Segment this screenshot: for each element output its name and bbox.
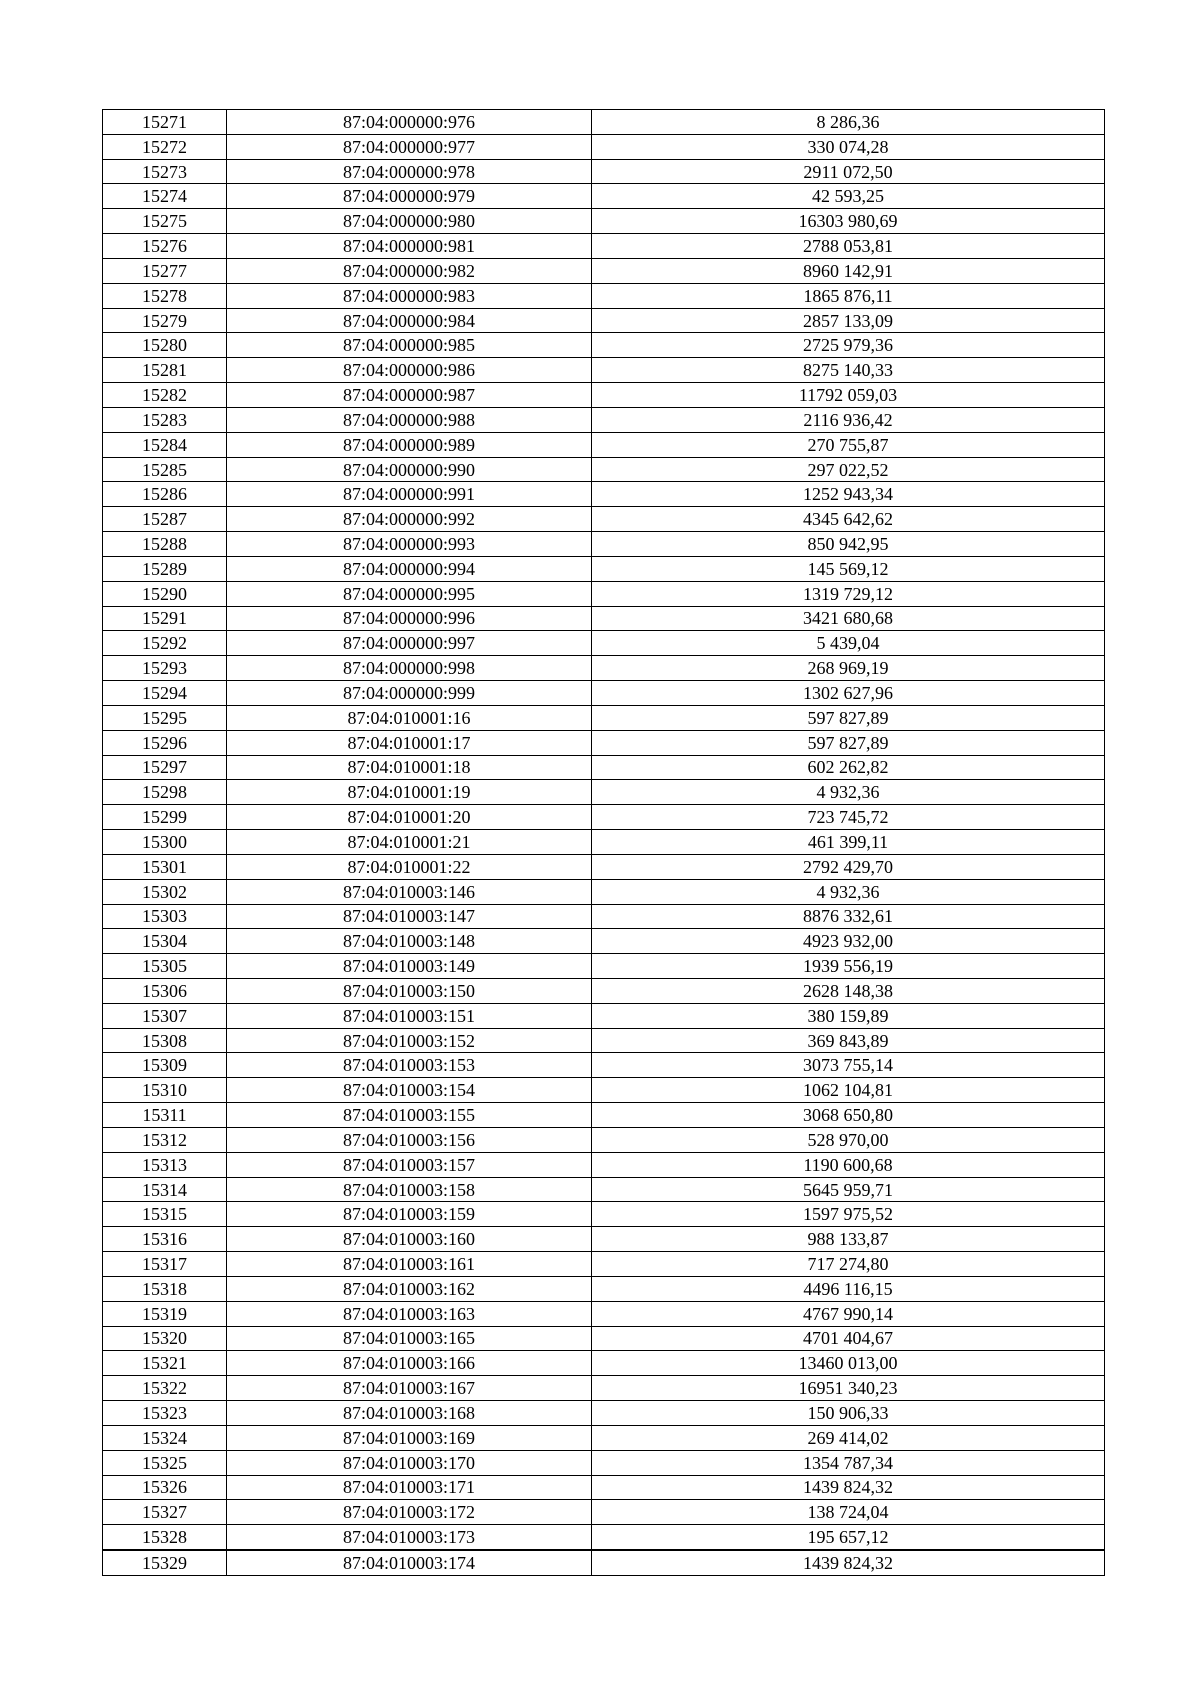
- value-cell: 2725 979,36: [592, 333, 1105, 358]
- value-cell: 1865 876,11: [592, 283, 1105, 308]
- table-row: [103, 1152, 1105, 1177]
- table-row: [103, 134, 1105, 159]
- table-row: [103, 879, 1105, 904]
- value-cell: 297 022,52: [592, 457, 1105, 482]
- cadastral-number-cell: 87:04:010003:171: [227, 1475, 592, 1500]
- cadastral-number-cell: 87:04:000000:995: [227, 581, 592, 606]
- row-number-cell: 15312: [103, 1127, 227, 1152]
- table-row: [103, 1028, 1105, 1053]
- table-row: [103, 308, 1105, 333]
- cadastral-number-cell: 87:04:010001:18: [227, 755, 592, 780]
- cadastral-number-cell: 87:04:010001:19: [227, 780, 592, 805]
- row-number-cell: 15277: [103, 258, 227, 283]
- cadastral-number-cell: 87:04:000000:986: [227, 358, 592, 383]
- value-cell: 1252 943,34: [592, 482, 1105, 507]
- value-cell: 3421 680,68: [592, 606, 1105, 631]
- row-number-cell: 15291: [103, 606, 227, 631]
- row-number-cell: 15276: [103, 234, 227, 259]
- cadastral-number-cell: 87:04:000000:999: [227, 681, 592, 706]
- table-row: [103, 1351, 1105, 1376]
- value-cell: 528 970,00: [592, 1127, 1105, 1152]
- row-number-cell: 15318: [103, 1276, 227, 1301]
- cadastral-number-cell: 87:04:000000:985: [227, 333, 592, 358]
- row-number-cell: 15302: [103, 879, 227, 904]
- cadastral-number-cell: 87:04:000000:987: [227, 383, 592, 408]
- row-number-cell: 15307: [103, 1003, 227, 1028]
- value-cell: 461 399,11: [592, 830, 1105, 855]
- table-row: [103, 780, 1105, 805]
- row-number-cell: 15288: [103, 532, 227, 557]
- value-cell: 5645 959,71: [592, 1177, 1105, 1202]
- cadastral-number-cell: 87:04:010001:16: [227, 705, 592, 730]
- row-number-cell: 15316: [103, 1227, 227, 1252]
- value-cell: 369 843,89: [592, 1028, 1105, 1053]
- value-cell: 2788 053,81: [592, 234, 1105, 259]
- value-cell: 2857 133,09: [592, 308, 1105, 333]
- row-number-cell: 15274: [103, 184, 227, 209]
- row-number-cell: 15313: [103, 1152, 227, 1177]
- value-cell: 330 074,28: [592, 134, 1105, 159]
- value-cell: 42 593,25: [592, 184, 1105, 209]
- table-row: [103, 681, 1105, 706]
- value-cell: 1190 600,68: [592, 1152, 1105, 1177]
- row-number-cell: 15306: [103, 978, 227, 1003]
- value-cell: 597 827,89: [592, 705, 1105, 730]
- value-cell: 1062 104,81: [592, 1078, 1105, 1103]
- table-row: [103, 1475, 1105, 1500]
- cadastral-number-cell: 87:04:010003:147: [227, 904, 592, 929]
- value-cell: 145 569,12: [592, 556, 1105, 581]
- value-cell: 1302 627,96: [592, 681, 1105, 706]
- table-row: [103, 1252, 1105, 1277]
- value-cell: 138 724,04: [592, 1500, 1105, 1525]
- table-row: [103, 1550, 1105, 1575]
- row-number-cell: 15271: [103, 110, 227, 135]
- value-cell: 2792 429,70: [592, 854, 1105, 879]
- table-row: [103, 606, 1105, 631]
- table-row: [103, 954, 1105, 979]
- table-row: [103, 1376, 1105, 1401]
- value-cell: 2116 936,42: [592, 407, 1105, 432]
- value-cell: 5 439,04: [592, 631, 1105, 656]
- table-row: [103, 830, 1105, 855]
- cadastral-number-cell: 87:04:010003:148: [227, 929, 592, 954]
- table-row: [103, 283, 1105, 308]
- row-number-cell: 15309: [103, 1053, 227, 1078]
- row-number-cell: 15293: [103, 656, 227, 681]
- value-cell: 1939 556,19: [592, 954, 1105, 979]
- row-number-cell: 15321: [103, 1351, 227, 1376]
- row-number-cell: 15304: [103, 929, 227, 954]
- value-cell: 268 969,19: [592, 656, 1105, 681]
- cadastral-number-cell: 87:04:010003:158: [227, 1177, 592, 1202]
- cadastral-number-cell: 87:04:010003:152: [227, 1028, 592, 1053]
- value-cell: 150 906,33: [592, 1401, 1105, 1426]
- table-row: [103, 110, 1105, 135]
- cadastral-number-cell: 87:04:000000:977: [227, 134, 592, 159]
- row-number-cell: 15285: [103, 457, 227, 482]
- cadastral-number-cell: 87:04:010003:169: [227, 1425, 592, 1450]
- cadastral-number-cell: 87:04:010003:168: [227, 1401, 592, 1426]
- table-row: [103, 1525, 1105, 1550]
- cadastral-number-cell: 87:04:000000:976: [227, 110, 592, 135]
- row-number-cell: 15300: [103, 830, 227, 855]
- row-number-cell: 15298: [103, 780, 227, 805]
- value-cell: 723 745,72: [592, 805, 1105, 830]
- table-row: [103, 1227, 1105, 1252]
- row-number-cell: 15319: [103, 1301, 227, 1326]
- table-row: [103, 507, 1105, 532]
- cadastral-number-cell: 87:04:010003:161: [227, 1252, 592, 1277]
- table-row: [103, 805, 1105, 830]
- row-number-cell: 15317: [103, 1252, 227, 1277]
- row-number-cell: 15328: [103, 1525, 227, 1550]
- row-number-cell: 15289: [103, 556, 227, 581]
- row-number-cell: 15311: [103, 1103, 227, 1128]
- cadastral-number-cell: 87:04:010003:151: [227, 1003, 592, 1028]
- table-row: [103, 407, 1105, 432]
- table-row: [103, 1326, 1105, 1351]
- row-number-cell: 15280: [103, 333, 227, 358]
- value-cell: 11792 059,03: [592, 383, 1105, 408]
- table-row: [103, 1500, 1105, 1525]
- table-row: [103, 1078, 1105, 1103]
- cadastral-number-cell: 87:04:000000:997: [227, 631, 592, 656]
- table-row: [103, 333, 1105, 358]
- cadastral-number-cell: 87:04:010003:170: [227, 1450, 592, 1475]
- cadastral-number-cell: 87:04:000000:979: [227, 184, 592, 209]
- value-cell: 1597 975,52: [592, 1202, 1105, 1227]
- value-cell: 1439 824,32: [592, 1475, 1105, 1500]
- cadastral-number-cell: 87:04:010003:157: [227, 1152, 592, 1177]
- row-number-cell: 15322: [103, 1376, 227, 1401]
- row-number-cell: 15283: [103, 407, 227, 432]
- row-number-cell: 15326: [103, 1475, 227, 1500]
- table-row: [103, 1450, 1105, 1475]
- value-cell: 4496 116,15: [592, 1276, 1105, 1301]
- value-cell: 1354 787,34: [592, 1450, 1105, 1475]
- value-cell: 4923 932,00: [592, 929, 1105, 954]
- value-cell: 13460 013,00: [592, 1351, 1105, 1376]
- table-row: [103, 854, 1105, 879]
- cadastral-number-cell: 87:04:010003:155: [227, 1103, 592, 1128]
- table-row: [103, 1003, 1105, 1028]
- value-cell: 16303 980,69: [592, 209, 1105, 234]
- value-cell: 988 133,87: [592, 1227, 1105, 1252]
- row-number-cell: 15296: [103, 730, 227, 755]
- row-number-cell: 15292: [103, 631, 227, 656]
- value-cell: 3068 650,80: [592, 1103, 1105, 1128]
- row-number-cell: 15324: [103, 1425, 227, 1450]
- value-cell: 4701 404,67: [592, 1326, 1105, 1351]
- value-cell: 3073 755,14: [592, 1053, 1105, 1078]
- table-row: [103, 432, 1105, 457]
- cadastral-number-cell: 87:04:000000:983: [227, 283, 592, 308]
- table-row: [103, 656, 1105, 681]
- cadastral-number-cell: 87:04:010001:22: [227, 854, 592, 879]
- row-number-cell: 15308: [103, 1028, 227, 1053]
- table-row: [103, 978, 1105, 1003]
- cadastral-number-cell: 87:04:000000:978: [227, 159, 592, 184]
- cadastral-number-cell: 87:04:010003:162: [227, 1276, 592, 1301]
- cadastral-number-cell: 87:04:010003:166: [227, 1351, 592, 1376]
- cadastral-number-cell: 87:04:000000:988: [227, 407, 592, 432]
- table-row: [103, 730, 1105, 755]
- cadastral-number-cell: 87:04:010003:153: [227, 1053, 592, 1078]
- table-row: [103, 457, 1105, 482]
- table-row: [103, 1127, 1105, 1152]
- cadastral-number-cell: 87:04:000000:991: [227, 482, 592, 507]
- table-row: [103, 904, 1105, 929]
- cadastral-number-cell: 87:04:000000:981: [227, 234, 592, 259]
- table-row: [103, 159, 1105, 184]
- cadastral-number-cell: 87:04:010003:172: [227, 1500, 592, 1525]
- table-row: [103, 258, 1105, 283]
- cadastral-number-cell: 87:04:000000:982: [227, 258, 592, 283]
- value-cell: 2911 072,50: [592, 159, 1105, 184]
- table-row: [103, 1301, 1105, 1326]
- cadastral-number-cell: 87:04:010003:165: [227, 1326, 592, 1351]
- value-cell: 850 942,95: [592, 532, 1105, 557]
- cadastral-number-cell: 87:04:010003:150: [227, 978, 592, 1003]
- row-number-cell: 15282: [103, 383, 227, 408]
- table-row: [103, 1103, 1105, 1128]
- value-cell: 16951 340,23: [592, 1376, 1105, 1401]
- cadastral-number-cell: 87:04:010003:154: [227, 1078, 592, 1103]
- cadastral-number-cell: 87:04:010001:20: [227, 805, 592, 830]
- table-row: [103, 1053, 1105, 1078]
- table-row: [103, 358, 1105, 383]
- row-number-cell: 15273: [103, 159, 227, 184]
- table-row: [103, 482, 1105, 507]
- value-cell: 8 286,36: [592, 110, 1105, 135]
- cadastral-number-cell: 87:04:010003:146: [227, 879, 592, 904]
- table-row: [103, 581, 1105, 606]
- table-row: [103, 705, 1105, 730]
- table-row: [103, 209, 1105, 234]
- table-row: [103, 1425, 1105, 1450]
- cadastral-number-cell: 87:04:010003:149: [227, 954, 592, 979]
- value-cell: 4345 642,62: [592, 507, 1105, 532]
- cadastral-value-table: [102, 109, 1105, 1576]
- row-number-cell: 15305: [103, 954, 227, 979]
- cadastral-number-cell: 87:04:010003:160: [227, 1227, 592, 1252]
- row-number-cell: 15295: [103, 705, 227, 730]
- value-cell: 602 262,82: [592, 755, 1105, 780]
- value-cell: 8876 332,61: [592, 904, 1105, 929]
- row-number-cell: 15278: [103, 283, 227, 308]
- value-cell: 8960 142,91: [592, 258, 1105, 283]
- row-number-cell: 15297: [103, 755, 227, 780]
- cadastral-number-cell: 87:04:000000:994: [227, 556, 592, 581]
- row-number-cell: 15290: [103, 581, 227, 606]
- row-number-cell: 15325: [103, 1450, 227, 1475]
- cadastral-number-cell: 87:04:000000:990: [227, 457, 592, 482]
- row-number-cell: 15329: [103, 1550, 227, 1575]
- row-number-cell: 15287: [103, 507, 227, 532]
- table-row: [103, 1177, 1105, 1202]
- table-row: [103, 631, 1105, 656]
- value-cell: 195 657,12: [592, 1525, 1105, 1550]
- cadastral-number-cell: 87:04:000000:998: [227, 656, 592, 681]
- value-cell: 8275 140,33: [592, 358, 1105, 383]
- table-row: [103, 929, 1105, 954]
- row-number-cell: 15323: [103, 1401, 227, 1426]
- row-number-cell: 15279: [103, 308, 227, 333]
- cadastral-number-cell: 87:04:000000:989: [227, 432, 592, 457]
- table-row: [103, 1401, 1105, 1426]
- row-number-cell: 15286: [103, 482, 227, 507]
- value-cell: 2628 148,38: [592, 978, 1105, 1003]
- table-row: [103, 556, 1105, 581]
- cadastral-number-cell: 87:04:010001:17: [227, 730, 592, 755]
- value-cell: 1439 824,32: [592, 1550, 1105, 1575]
- table-row: [103, 1202, 1105, 1227]
- table-row: [103, 1276, 1105, 1301]
- row-number-cell: 15272: [103, 134, 227, 159]
- cadastral-number-cell: 87:04:000000:980: [227, 209, 592, 234]
- cadastral-number-cell: 87:04:000000:996: [227, 606, 592, 631]
- cadastral-number-cell: 87:04:000000:992: [227, 507, 592, 532]
- value-cell: 380 159,89: [592, 1003, 1105, 1028]
- row-number-cell: 15301: [103, 854, 227, 879]
- value-cell: 597 827,89: [592, 730, 1105, 755]
- value-cell: 717 274,80: [592, 1252, 1105, 1277]
- row-number-cell: 15284: [103, 432, 227, 457]
- table-row: [103, 184, 1105, 209]
- cadastral-number-cell: 87:04:010003:163: [227, 1301, 592, 1326]
- value-cell: 270 755,87: [592, 432, 1105, 457]
- row-number-cell: 15327: [103, 1500, 227, 1525]
- value-cell: 269 414,02: [592, 1425, 1105, 1450]
- value-cell: 4 932,36: [592, 780, 1105, 805]
- table-row: [103, 532, 1105, 557]
- table-row: [103, 234, 1105, 259]
- row-number-cell: 15303: [103, 904, 227, 929]
- row-number-cell: 15310: [103, 1078, 227, 1103]
- cadastral-number-cell: 87:04:010003:167: [227, 1376, 592, 1401]
- cadastral-number-cell: 87:04:010003:156: [227, 1127, 592, 1152]
- row-number-cell: 15281: [103, 358, 227, 383]
- cadastral-number-cell: 87:04:000000:984: [227, 308, 592, 333]
- row-number-cell: 15275: [103, 209, 227, 234]
- cadastral-number-cell: 87:04:010001:21: [227, 830, 592, 855]
- cadastral-number-cell: 87:04:010003:174: [227, 1550, 592, 1575]
- row-number-cell: 15314: [103, 1177, 227, 1202]
- value-cell: 1319 729,12: [592, 581, 1105, 606]
- value-cell: 4767 990,14: [592, 1301, 1105, 1326]
- table-row: [103, 383, 1105, 408]
- table-row: [103, 755, 1105, 780]
- row-number-cell: 15320: [103, 1326, 227, 1351]
- row-number-cell: 15294: [103, 681, 227, 706]
- value-cell: 4 932,36: [592, 879, 1105, 904]
- table-body: [103, 110, 1105, 1576]
- cadastral-number-cell: 87:04:010003:173: [227, 1525, 592, 1550]
- row-number-cell: 15315: [103, 1202, 227, 1227]
- cadastral-number-cell: 87:04:000000:993: [227, 532, 592, 557]
- cadastral-number-cell: 87:04:010003:159: [227, 1202, 592, 1227]
- row-number-cell: 15299: [103, 805, 227, 830]
